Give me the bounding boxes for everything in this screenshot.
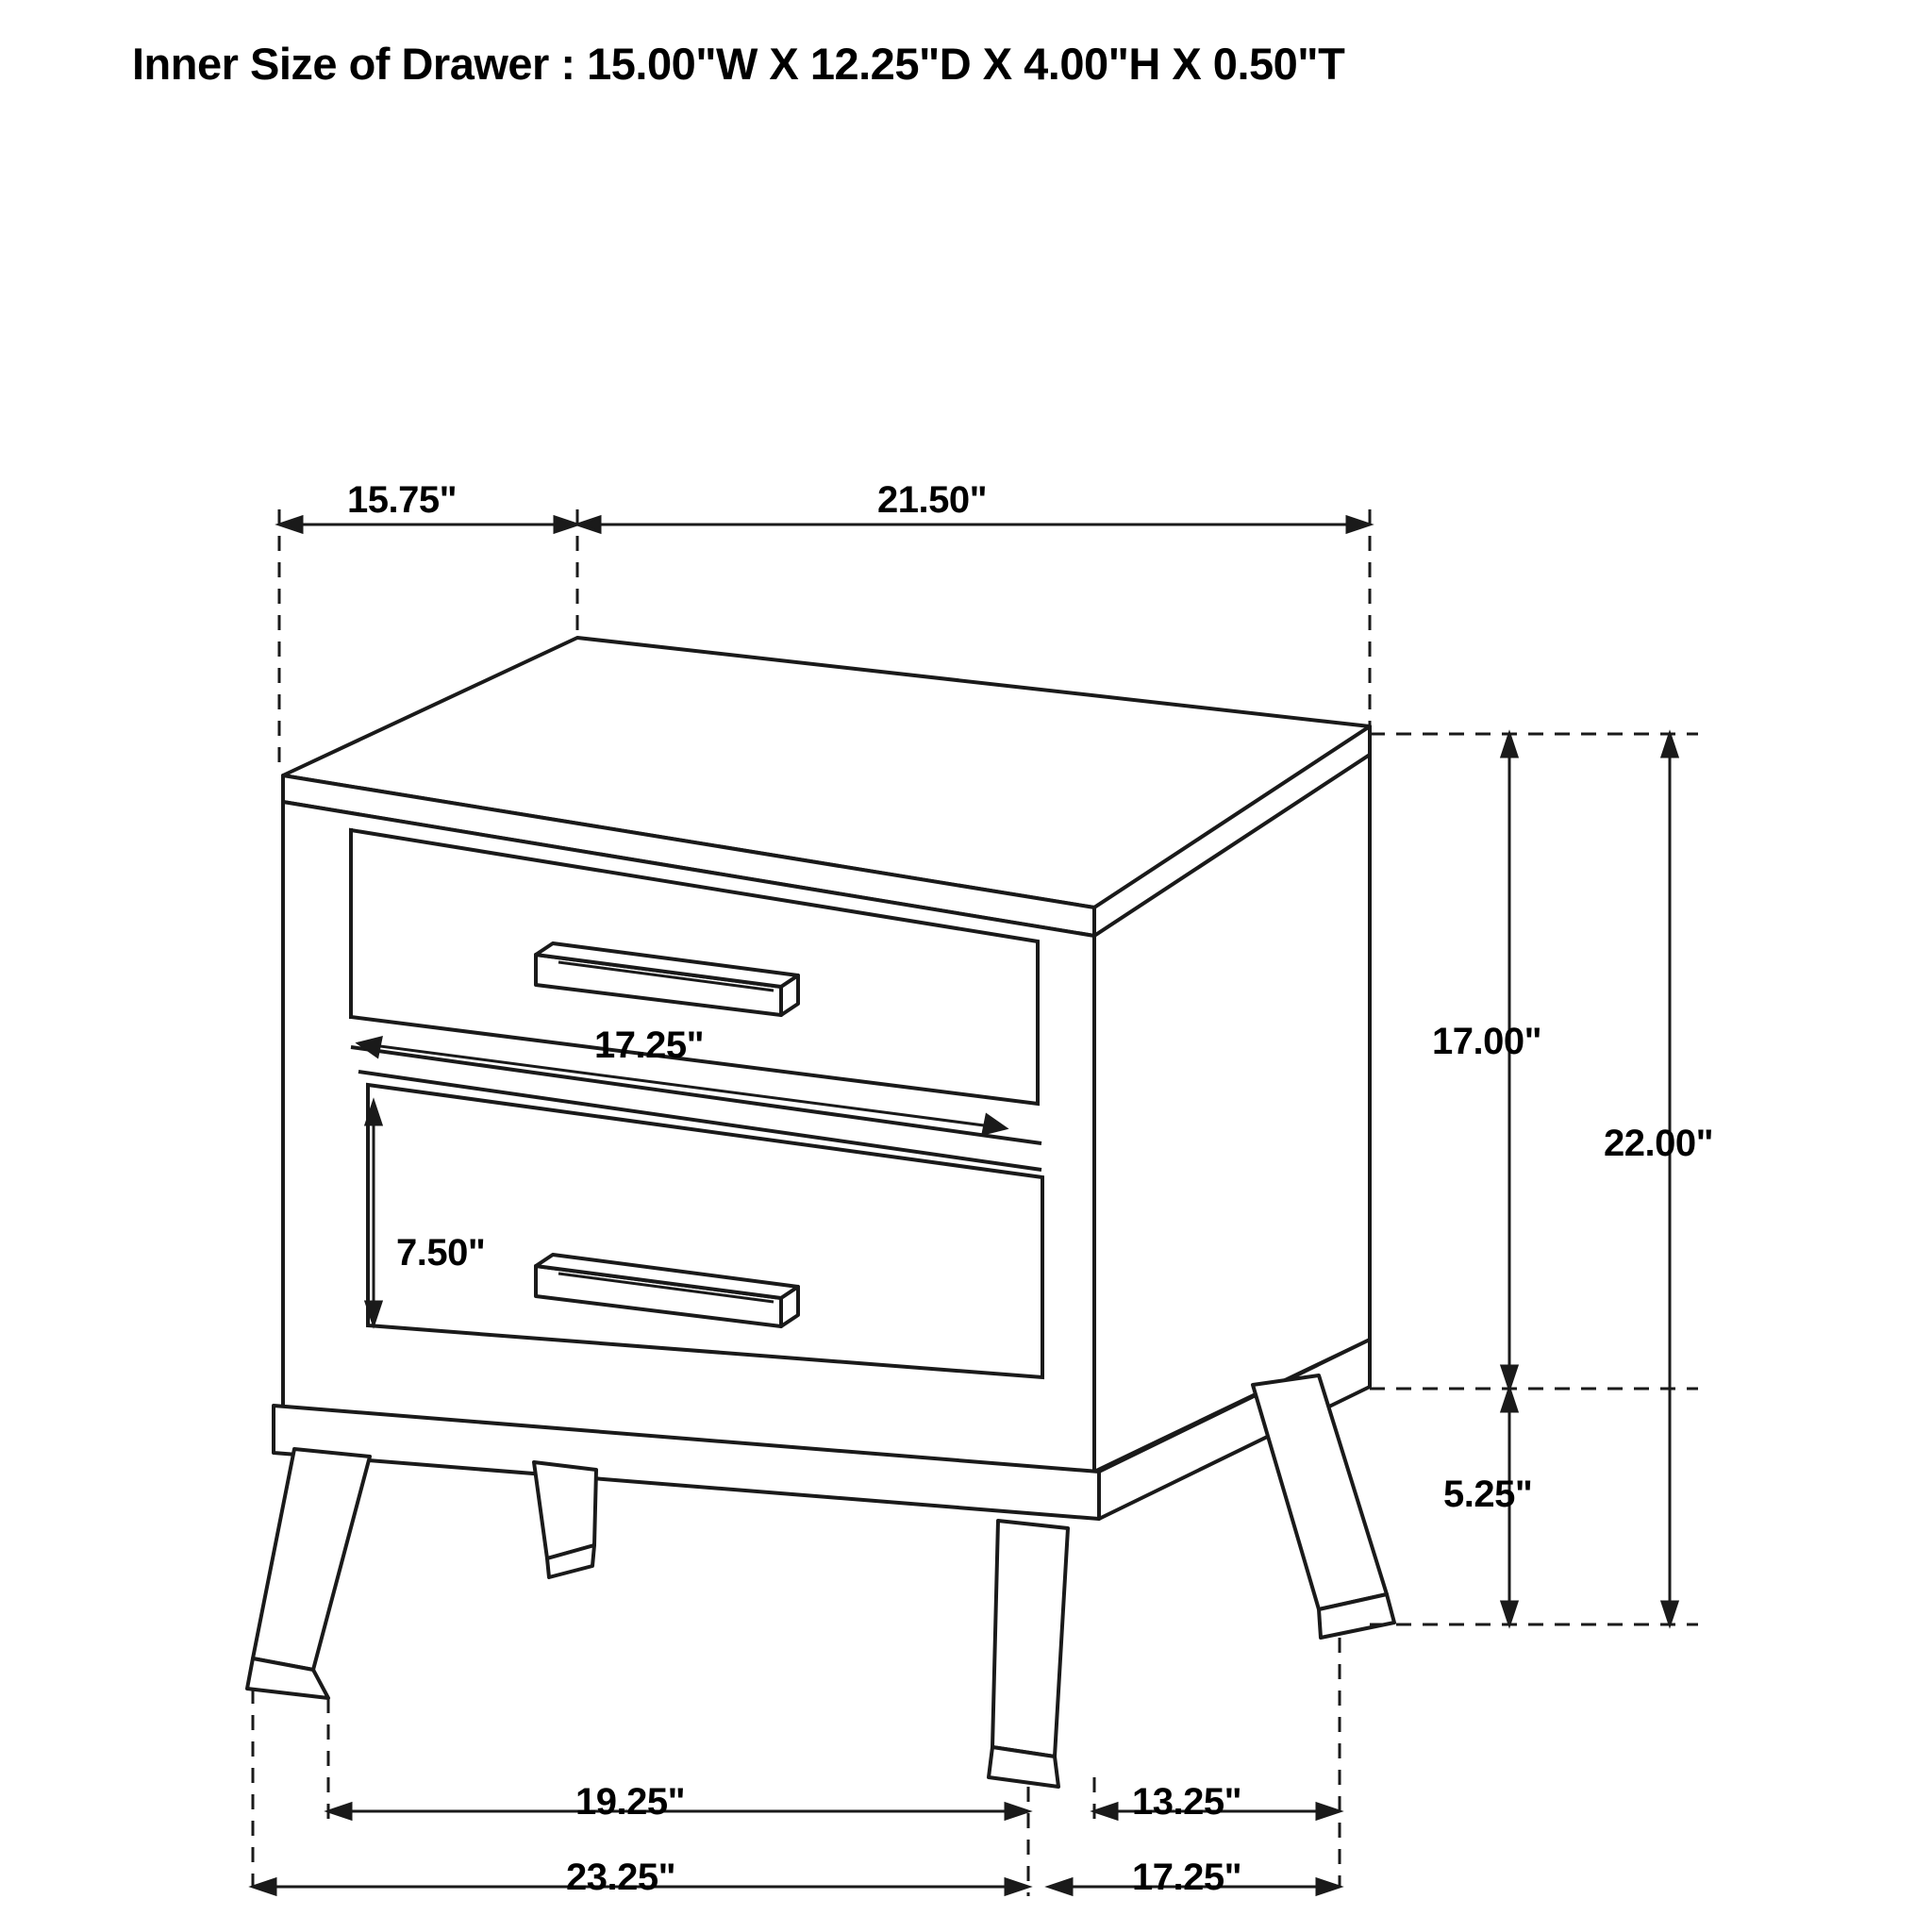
dim-label-base-width-front: 19.25" bbox=[575, 1781, 686, 1823]
dim-label-width-top: 21.50" bbox=[877, 479, 988, 521]
dim-label-base-depth-side: 13.25" bbox=[1132, 1781, 1242, 1823]
dim-label-depth-top: 15.75" bbox=[347, 479, 458, 521]
dim-label-case-height: 17.00" bbox=[1432, 1021, 1542, 1062]
dim-label-overall-depth: 17.25" bbox=[1132, 1857, 1242, 1898]
dimension-lines-right bbox=[1370, 734, 1698, 1624]
dim-label-leg-height: 5.25" bbox=[1443, 1474, 1533, 1515]
dim-label-overall-width: 23.25" bbox=[566, 1857, 676, 1898]
dim-label-overall-height: 22.00" bbox=[1604, 1123, 1714, 1164]
dim-label-lower-drawer-height: 7.50" bbox=[396, 1232, 486, 1274]
page-title: Inner Size of Drawer : 15.00"W X 12.25"D X 4.00"H X 0.50"T bbox=[132, 39, 1345, 89]
dim-label-drawer-front-width: 17.25" bbox=[594, 1024, 705, 1066]
